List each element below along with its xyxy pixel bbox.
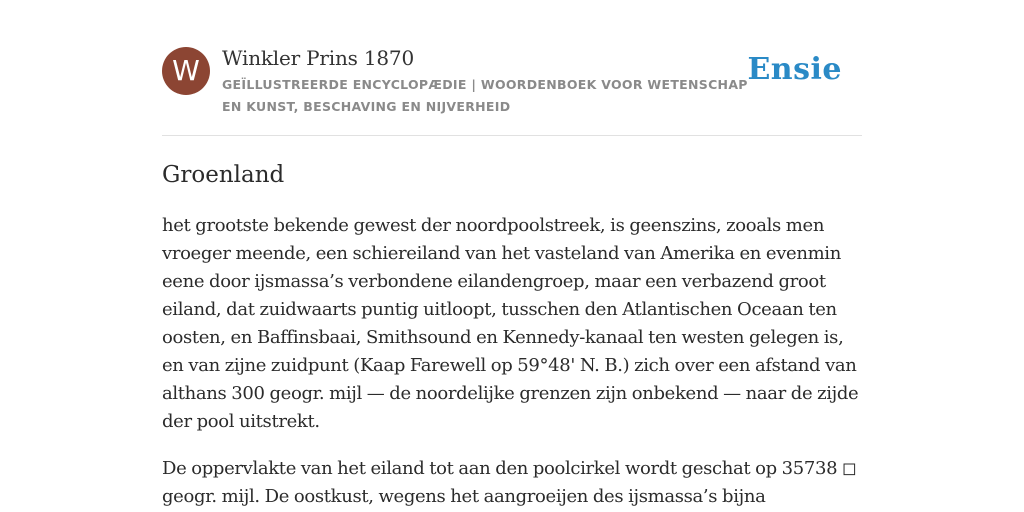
source-title[interactable]: Winkler Prins 1870 (222, 46, 414, 70)
source-subtitle: GEÏLLUSTREERDE ENCYCLOPÆDIE | WOORDENBOEK VOOR WETENSCHAP EN KUNST, BESCHAVING EN NIJVERHEID (222, 77, 748, 114)
page-container (162, 0, 862, 507)
entry-body (162, 212, 862, 512)
source-header (162, 0, 862, 136)
source-avatar[interactable]: W (162, 47, 210, 95)
ensie-logo[interactable]: Ensie (747, 52, 842, 87)
source-info (222, 45, 752, 118)
entry-paragraph: het grootste bekende gewest der noordpoolstreek, is geenszins, zooals men vroeger meende, een schiereiland van het vasteland van Amerika en evenmin eene door ijsmassa’s verbondene eilandengroep, maar een verbazend groot eiland, dat zuidwaarts puntig uitloopt, tusschen den Atlantischen Oceaan ten oosten, en Baffinsbaai, Smithsound en Kennedy-kanaal ten westen gelegen is, en van zijne zuidpunt (Kaap Farewell op 59°48' N. B.) zich over een afstand van althans 300 geogr. mijl — de noordelijke grenzen zijn onbekend — naar de zijde der pool uitstrekt. (162, 215, 859, 432)
entry-paragraph: De oppervlakte van het eiland tot aan den poolcirkel wordt geschat op 35738 ◻ geogr. mijl. De oostkust, wegens het aangroeijen des ijsmassa’s bijna (162, 458, 857, 507)
entry-title: Groenland (162, 162, 285, 188)
